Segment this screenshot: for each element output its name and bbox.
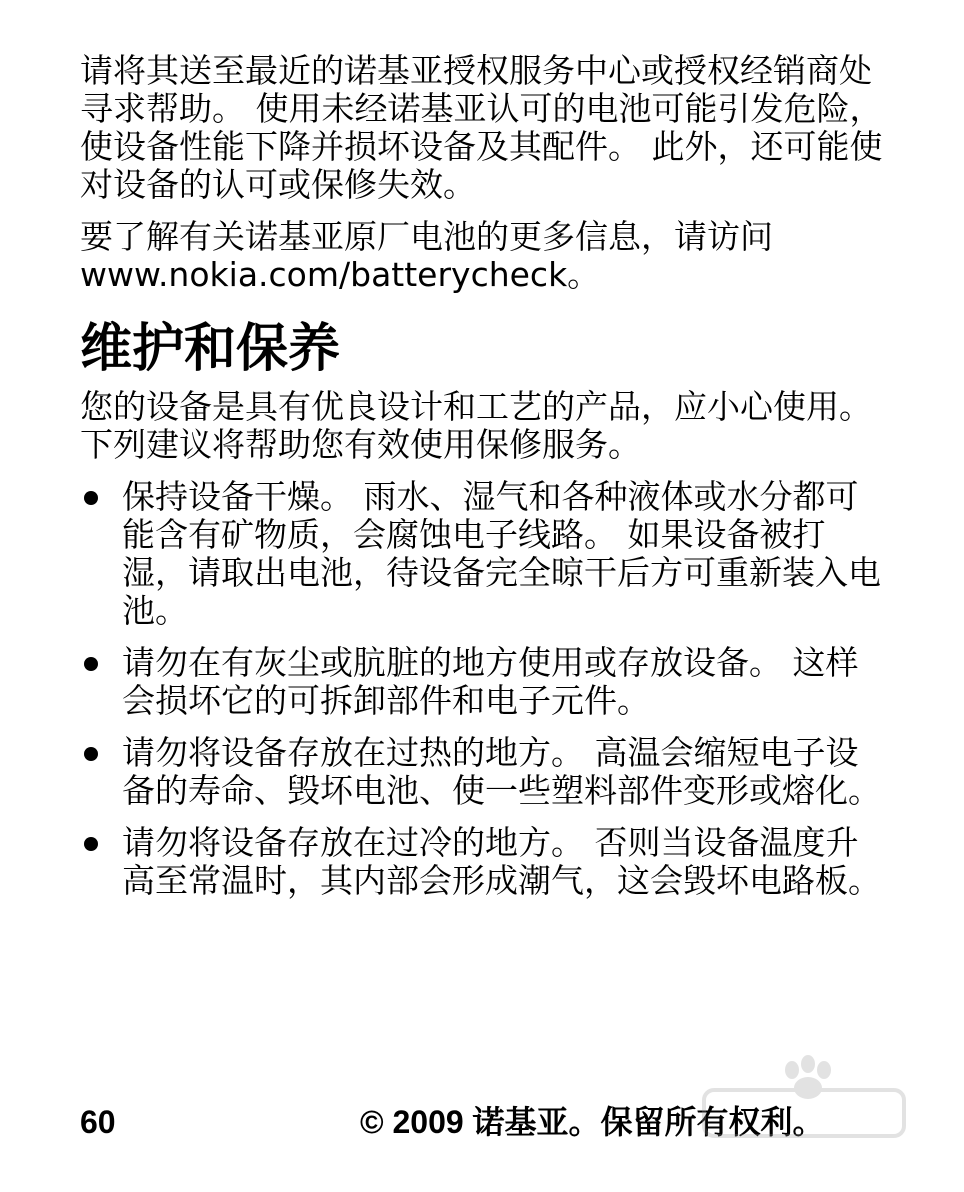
battery-help-paragraph: 请将其送至最近的诺基亚授权服务中心或授权经销商处寻求帮助。 使用未经诺基亚认可的电池可能引发危险，使设备性能下降并损坏设备及其配件。 此外，还可能使对设备的认可或保修失效。 xyxy=(80,51,883,204)
page-number: 60 xyxy=(80,1104,116,1140)
bullet-icon xyxy=(84,837,98,851)
section-heading: 维护和保养 xyxy=(80,319,341,379)
battery-check-url: www.nokia.com/batterycheck。 xyxy=(80,255,601,294)
list-item xyxy=(80,734,886,810)
list-item xyxy=(80,644,886,720)
care-tips-list xyxy=(80,478,886,900)
bullet-icon xyxy=(84,491,98,505)
list-item xyxy=(80,478,886,630)
list-item-text: 保持设备干燥。 雨水、湿气和各种液体或水分都可能含有矿物质，会腐蚀电子线路。 如果设备被打湿，请取出电池，待设备完全晾干后方可重新装入电池。 xyxy=(122,477,881,630)
baidu-jingyan-watermark-icon xyxy=(700,1050,920,1160)
copyright-notice: © 2009 诺基亚。保留所有权利。 xyxy=(360,1104,825,1140)
battery-info-text: 要了解有关诺基亚原厂电池的更多信息，请访问 xyxy=(80,217,773,256)
document-page xyxy=(80,52,886,914)
list-item-text: 请勿在有灰尘或肮脏的地方使用或存放设备。 这样会损坏它的可拆卸部件和电子元件。 xyxy=(122,643,859,720)
list-item-text: 请勿将设备存放在过冷的地方。 否则当设备温度升高至常温时，其内部会形成潮气，这会毁坏电路板。 xyxy=(122,823,881,900)
battery-info-paragraph xyxy=(80,218,886,294)
bullet-icon xyxy=(84,747,98,761)
list-item xyxy=(80,824,886,900)
list-item-text: 请勿将设备存放在过热的地方。 高温会缩短电子设备的寿命、毁坏电池、使一些塑料部件变形或熔化。 xyxy=(122,733,881,810)
section-intro-paragraph: 您的设备是具有优良设计和工艺的产品，应小心使用。 下列建议将帮助您有效使用保修服务。 xyxy=(80,387,872,464)
bullet-icon xyxy=(84,657,98,671)
